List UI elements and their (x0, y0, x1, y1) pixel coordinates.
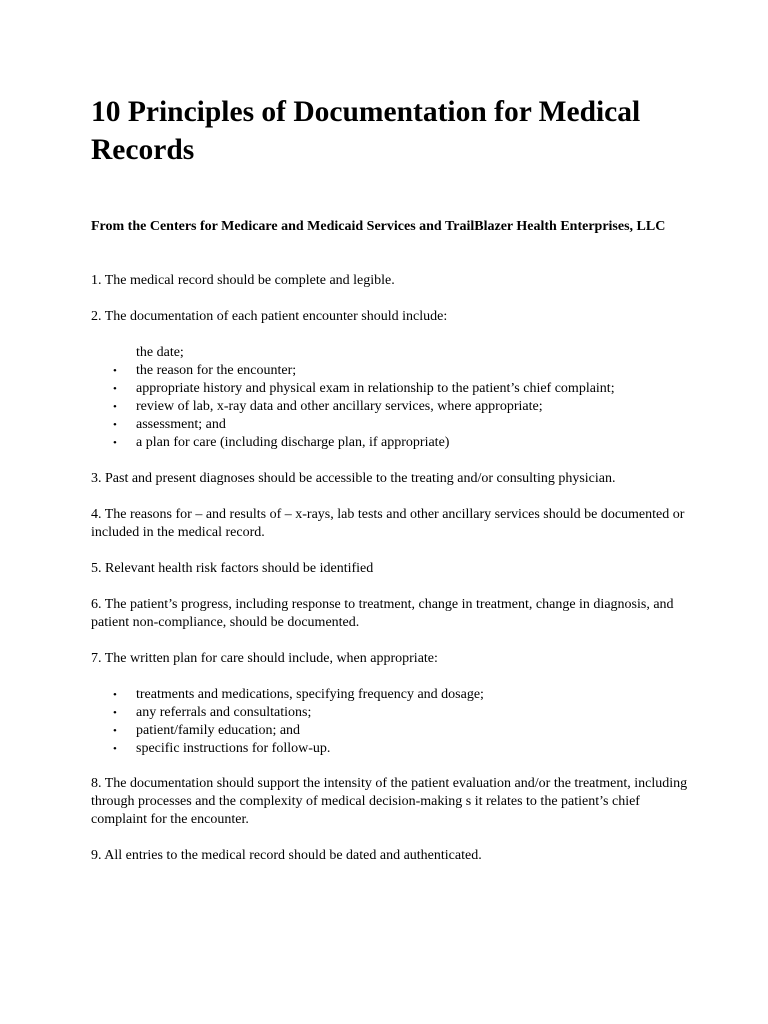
bullet-icon: • (113, 401, 117, 413)
list-item (91, 704, 691, 722)
list-item-text: assessment; and (136, 417, 226, 432)
bullet-icon: • (113, 437, 117, 449)
bullet-icon: • (113, 365, 117, 377)
principle-9: 9. All entries to the medical record should be dated and authenticated. (91, 848, 482, 863)
principle-2: 2. The documentation of each patient encounter should include: (91, 309, 448, 324)
list-item-text: the date; (136, 345, 184, 360)
list-item (91, 416, 691, 434)
principle-8: 8. The documentation should support the intensity of the patient evaluation and/or the treatment, including through processes and the complexity of medical decision-making s it relates to the patient’s chief complaint for the encounter. (91, 776, 688, 827)
bullet-icon: • (113, 419, 117, 431)
list-item-text: review of lab, x-ray data and other ancillary services, where appropriate; (136, 399, 543, 414)
bullet-icon: • (113, 689, 117, 701)
list-item-text: the reason for the encounter; (136, 363, 297, 378)
principle-7: 7. The written plan for care should include, when appropriate: (91, 651, 438, 666)
list-item (91, 722, 691, 740)
document-subtitle: From the Centers for Medicare and Medicaid Services and TrailBlazer Health Enterprises, LLC (91, 219, 666, 234)
bullet-icon: • (113, 743, 117, 755)
principle-5: 5. Relevant health risk factors should be identified (91, 561, 374, 576)
encounter-items-list (91, 344, 691, 452)
list-item (91, 686, 691, 704)
principle-6: 6. The patient’s progress, including response to treatment, change in treatment, change in diagnosis, and patient non-compliance, should be documented. (91, 597, 674, 630)
bullet-icon: • (113, 725, 117, 737)
list-item-text: a plan for care (including discharge plan, if appropriate) (136, 435, 450, 450)
bullet-icon: • (113, 707, 117, 719)
list-item-text: any referrals and consultations; (136, 705, 312, 720)
bullet-icon: • (113, 383, 117, 395)
list-item-text: treatments and medications, specifying frequency and dosage; (136, 687, 484, 702)
principle-3: 3. Past and present diagnoses should be accessible to the treating and/or consulting physician. (91, 471, 616, 486)
list-item-text: patient/family education; and (136, 723, 301, 738)
list-item (91, 740, 691, 758)
list-item (91, 398, 691, 416)
list-item (91, 362, 691, 380)
list-item (91, 434, 691, 452)
list-item (91, 380, 691, 398)
principle-4: 4. The reasons for – and results of – x-rays, lab tests and other ancillary services should be documented or included in the medical record. (91, 507, 685, 540)
document-title: 10 Principles of Documentation for Medical Records (91, 96, 641, 166)
list-item-text: specific instructions for follow-up. (136, 741, 331, 756)
principle-1: 1. The medical record should be complete and legible. (91, 273, 395, 288)
care-plan-items-list (91, 686, 691, 758)
list-item (91, 344, 691, 362)
list-item-text: appropriate history and physical exam in relationship to the patient’s chief complaint; (136, 381, 615, 396)
